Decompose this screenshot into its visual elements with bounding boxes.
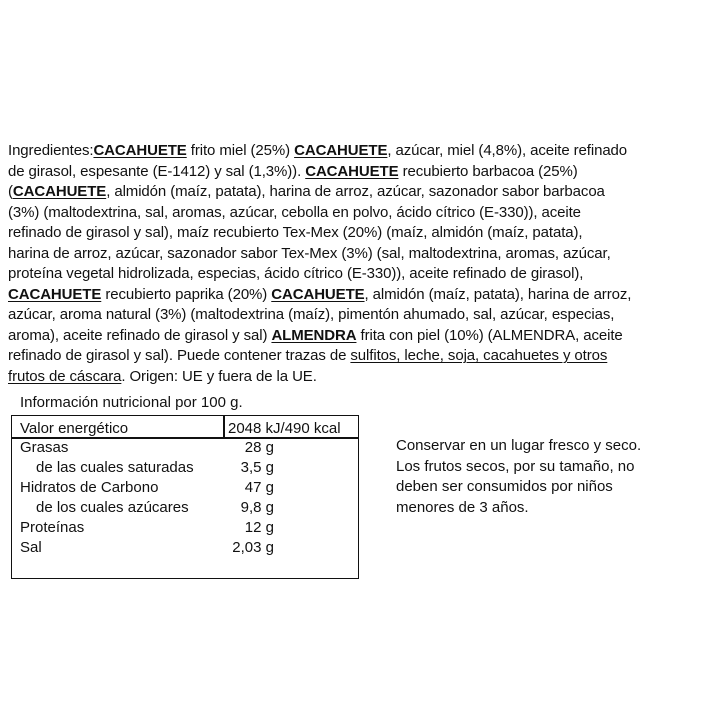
- allergen-highlight: CACAHUETE: [271, 285, 365, 303]
- storage-instructions: [396, 436, 716, 519]
- sugars-label: de los cuales azúcares: [36, 499, 189, 516]
- ingredient-text: frita con piel (10%) (ALMENDRA, aceite: [356, 326, 623, 344]
- allergen-trace-text: frutos de cáscara: [8, 367, 122, 385]
- protein-value: 12 g: [244, 519, 274, 536]
- ingredients-line: [8, 223, 716, 244]
- saturated-value: 3,5 g: [240, 459, 274, 476]
- allergen-highlight: CACAHUETE: [12, 183, 107, 200]
- allergen-highlight: ALMENDRA: [271, 326, 357, 344]
- protein-label: Proteínas: [20, 519, 85, 536]
- fat-value: 28 g: [244, 439, 274, 456]
- ingredients-line: [8, 264, 716, 285]
- table-row-fat: [12, 438, 358, 458]
- ingredient-text: refinado de girasol y sal). Puede contener trazas de: [8, 347, 351, 364]
- ingredient-text: recubierto paprika (20%): [101, 285, 272, 303]
- allergen-highlight: CACAHUETE: [93, 142, 187, 159]
- ingredient-text: (3%) (maltodextrina, sal, aromas, azúcar, cebolla en polvo, ácido cítrico (E-330)), aceite: [8, 203, 581, 221]
- storage-line: Conservar en un lugar fresco y seco.: [396, 437, 642, 454]
- energy-value: 2048 kJ/490 kcal: [228, 420, 341, 437]
- nutrition-table: [11, 415, 359, 579]
- ingredient-text: harina de arroz, azúcar, sazonador sabor Tex-Mex (3%) (sal, maltodextrina, aromas, azúcar,: [8, 244, 611, 262]
- ingredient-text: (: [8, 183, 13, 200]
- storage-line: deben ser consumidos por niños: [396, 478, 613, 496]
- nutrition-info-title: Información nutricional por 100 g.: [20, 394, 243, 411]
- ingredients-line: [8, 346, 716, 367]
- ingredient-text: aroma), aceite refinado de girasol y sal): [8, 326, 272, 344]
- ingredients-line: [8, 326, 716, 347]
- ingredients-line: [8, 285, 716, 306]
- ingredients-line: [8, 244, 716, 265]
- ingredient-text: frito miel (25%): [186, 142, 295, 159]
- salt-label: Sal: [20, 539, 42, 556]
- storage-line: Los frutos secos, por su tamaño, no: [396, 457, 635, 475]
- ingredients-line: [8, 182, 716, 203]
- sugars-value: 9,8 g: [240, 499, 274, 516]
- table-row-carbohydrates: [12, 478, 358, 498]
- fat-label: Grasas: [20, 439, 69, 456]
- ingredient-text: recubierto barbacoa (25%): [398, 162, 578, 180]
- allergen-highlight: CACAHUETE: [8, 285, 102, 303]
- ingredient-text: . Origen: UE y fuera de la UE.: [121, 367, 317, 385]
- ingredients-line: [8, 162, 716, 183]
- carbohydrates-value: 47 g: [244, 479, 274, 496]
- allergen-highlight: CACAHUETE: [294, 142, 388, 159]
- ingredient-text: , almidón (maíz, patata), harina de arroz,: [364, 285, 632, 303]
- table-row-salt: [12, 538, 358, 558]
- ingredients-line: [8, 367, 716, 388]
- ingredient-text: , almidón (maíz, patata), harina de arroz, azúcar, sazonador sabor barbacoa: [106, 183, 605, 200]
- table-row-protein: [12, 518, 358, 538]
- table-row-sugars: [12, 498, 358, 518]
- ingredient-text: de girasol, espesante (E-1412) y sal (1,3%)).: [8, 162, 306, 180]
- ingredient-text: Ingredientes:: [8, 142, 94, 159]
- carbohydrates-label: Hidratos de Carbono: [20, 479, 159, 496]
- ingredients-text: [8, 141, 716, 387]
- ingredient-text: azúcar, aroma natural (3%) (maltodextrina (maíz), pimentón ahumado, sal, azúcar, especias,: [8, 306, 615, 323]
- storage-line: menores de 3 años.: [396, 499, 529, 517]
- salt-value: 2,03 g: [232, 539, 274, 556]
- energy-label: Valor energético: [20, 420, 129, 437]
- allergen-highlight: CACAHUETE: [305, 162, 399, 180]
- table-row-energy: [12, 419, 358, 439]
- table-row-saturated: [12, 458, 358, 478]
- allergen-trace-text: sulfitos, leche, soja, cacahuetes y otros: [350, 347, 608, 364]
- ingredients-line: [8, 141, 716, 162]
- ingredients-line: [8, 203, 716, 224]
- ingredient-text: , azúcar, miel (4,8%), aceite refinado: [387, 142, 628, 159]
- ingredient-text: proteína vegetal hidrolizada, especias, ácido cítrico (E-330)), aceite refinado de girasol),: [8, 265, 584, 282]
- saturated-label: de las cuales saturadas: [36, 459, 194, 476]
- ingredients-line: [8, 305, 716, 326]
- ingredient-text: refinado de girasol y sal), maíz recubierto Tex-Mex (20%) (maíz, almidón (maíz, patata),: [8, 224, 583, 241]
